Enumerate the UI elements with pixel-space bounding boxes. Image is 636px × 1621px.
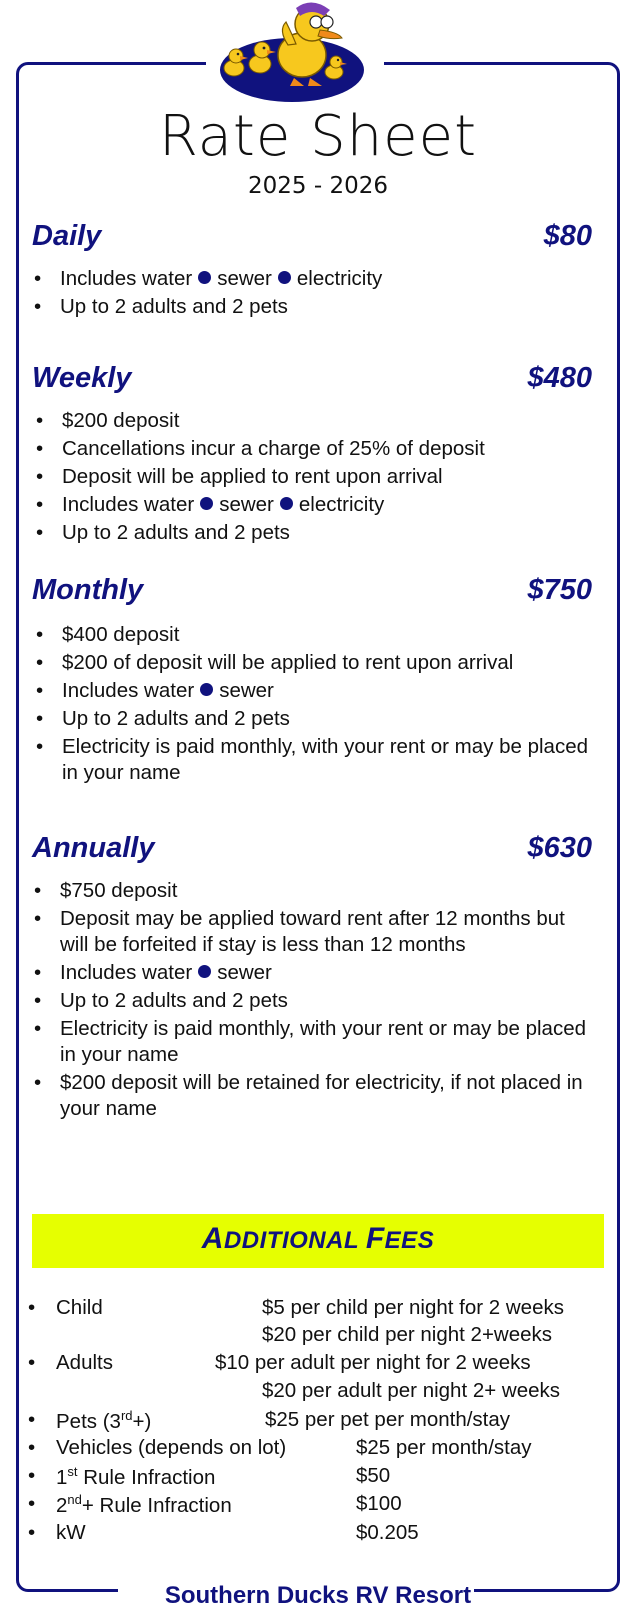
list-item: • $200 of deposit will be applied to rent upon arrival	[34, 650, 592, 676]
page-subtitle: 2025 - 2026	[248, 173, 388, 199]
list-item: • $200 deposit will be retained for electricity, if not placed in your name	[32, 1070, 592, 1122]
bullet-dot-icon	[200, 497, 213, 510]
list-item: • Up to 2 adults and 2 pets	[34, 706, 592, 732]
list-item: • Deposit will be applied to rent upon arrival	[34, 464, 592, 490]
section-price: $630	[527, 832, 592, 864]
section-price: $80	[543, 220, 592, 252]
list-item: • Up to 2 adults and 2 pets	[32, 988, 592, 1014]
fee-label-pets: Pets (3rd+)	[56, 1408, 152, 1433]
fee-label-child: Child	[56, 1296, 103, 1319]
section-title: Weekly	[32, 362, 132, 394]
fee-label-adults: Adults	[56, 1351, 113, 1374]
list-item: • Up to 2 adults and 2 pets	[34, 520, 592, 546]
section-weekly	[32, 362, 592, 548]
section-title: Daily	[32, 220, 102, 252]
footer-resort-name: Southern Ducks RV Resort	[164, 1582, 472, 1609]
bullet-dot-icon	[200, 683, 213, 696]
list-item: • $400 deposit	[34, 622, 592, 648]
section-price: $750	[527, 574, 592, 606]
list-item: • Up to 2 adults and 2 pets	[32, 294, 592, 320]
list-item: • $200 deposit	[34, 408, 592, 434]
fee-rate: $10 per adult per night for 2 weeks	[215, 1351, 531, 1374]
fee-rate: $25 per month/stay	[356, 1436, 532, 1459]
fee-rate: $25 per pet per month/stay	[265, 1408, 511, 1431]
list-item: • Electricity is paid monthly, with your rent or may be placed in your name	[34, 734, 592, 786]
bullet-dot-icon	[280, 497, 293, 510]
list-item: • Deposit may be applied toward rent after 12 months but will be forfeited if stay is less than 12 months	[32, 906, 592, 958]
section-price: $480	[527, 362, 592, 394]
section-annually	[32, 832, 592, 1124]
list-item: • Includes water sewer electricity	[32, 266, 592, 292]
fee-rate: $20 per adult per night 2+ weeks	[262, 1379, 561, 1402]
bullet-dot-icon	[198, 965, 211, 978]
fee-rate: $5 per child per night for 2 weeks	[262, 1296, 564, 1319]
list-item: • Electricity is paid monthly, with your rent or may be placed in your name	[32, 1016, 592, 1068]
fees-title: ADDITIONAL FEES	[201, 1222, 435, 1255]
section-title: Annually	[32, 832, 155, 864]
duck-logo	[212, 0, 372, 110]
section-monthly	[32, 574, 592, 788]
list-item: • Includes water sewer	[32, 960, 592, 986]
fee-rate: $0.205	[356, 1521, 419, 1544]
section-daily	[32, 220, 592, 322]
fee-rate: $100	[356, 1492, 402, 1515]
fee-label-rule1: 1st Rule Infraction	[56, 1464, 216, 1489]
fee-rate: $20 per child per night 2+weeks	[262, 1323, 553, 1346]
fee-label-vehicles: Vehicles (depends on lot)	[56, 1436, 287, 1459]
list-item: • Cancellations incur a charge of 25% of deposit	[34, 436, 592, 462]
bullet-dot-icon	[278, 271, 291, 284]
list-item: • Includes water sewer electricity	[34, 492, 592, 518]
fee-label-kw: kW	[56, 1521, 86, 1544]
fee-label-rule2: 2nd+ Rule Infraction	[56, 1492, 232, 1517]
list-item: • $750 deposit	[32, 878, 592, 904]
bullet-dot-icon	[198, 271, 211, 284]
page-title: Rate Sheet	[158, 104, 478, 169]
list-item: • Includes water sewer	[34, 678, 592, 704]
section-title: Monthly	[32, 574, 144, 606]
fee-rate: $50	[356, 1464, 391, 1487]
